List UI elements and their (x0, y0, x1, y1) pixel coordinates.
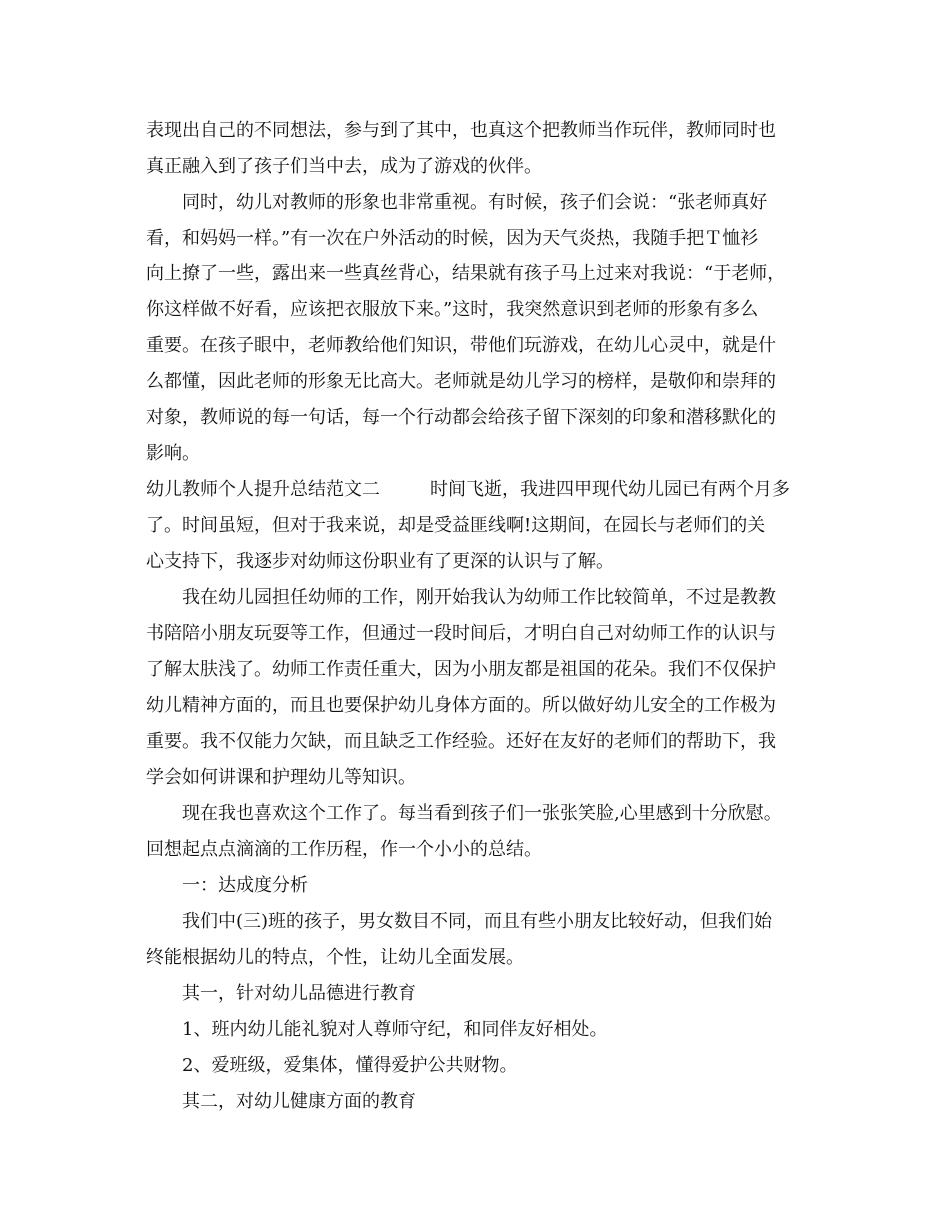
text-line: 幼儿精神方面的，而且也要保护幼儿身体方面的。所以做好幼儿安全的工作极为 (146, 695, 776, 716)
text-line: 书陪陪小朋友玩耍等工作，但通过一段时间后，才明白自己对幼师工作的认识与 (146, 623, 776, 644)
text-line: 同时，幼儿对教师的形象也非常重视。有时候，孩子们会说：“张老师真好 (182, 192, 768, 213)
text-line: 向上撩了一些，露出来一些真丝背心，结果就有孩子马上过来对我说：“于老师， (146, 263, 786, 284)
text-line: 现在我也喜欢这个工作了。每当看到孩子们一张张笑脸,心里感到十分欣慰。 (182, 803, 782, 824)
section-heading-line (146, 478, 790, 502)
text-line: 了解太肤浅了。幼师工作责任重大，因为小朋友都是祖国的花朵。我们不仅保护 (146, 659, 776, 680)
text-line: 重要。在孩子眼中，老师教给他们知识，带他们玩游戏，在幼儿心灵中，就是什 (146, 335, 776, 356)
text-line: 我在幼儿园担任幼师的工作，刚开始我认为幼师工作比较简单，不过是教教 (182, 587, 776, 608)
subheading-line: 一：达成度分析 (182, 875, 308, 896)
text-line: 对象，教师说的每一句话，每一个行动都会给孩子留下深刻的印象和潜移默化的 (146, 407, 776, 428)
text-line: 看，和妈妈一样。”有一次在户外活动的时候，因为天气炎热，我随手把Ｔ恤衫 (146, 228, 759, 249)
section-first-line: 时间飞逝，我进四甲现代幼儿园已有两个月多 (430, 479, 790, 500)
text-line: 表现出自己的不同想法，参与到了其中，也真这个把教师当作玩伴，教师同时也 (146, 120, 776, 141)
text-line: 回想起点点滴滴的工作历程，作一个小小的总结。 (146, 839, 542, 860)
list-item: 1、班内幼儿能礼貌对人尊师守纪，和同伴友好相处。 (182, 1019, 608, 1040)
text-line: 终能根据幼儿的特点，个性，让幼儿全面发展。 (146, 947, 524, 968)
text-line: 真正融入到了孩子们当中去，成为了游戏的伙伴。 (146, 156, 542, 177)
text-line: 重要。我不仅能力欠缺，而且缺乏工作经验。还好在友好的老师们的帮助下，我 (146, 731, 776, 752)
text-line: 影响。 (146, 443, 200, 464)
text-line: 了。时间虽短，但对于我来说，却是受益匪线啊!这期间，在园长与老师们的关 (146, 515, 766, 536)
list-item: 2、爱班级，爱集体，懂得爱护公共财物。 (182, 1055, 518, 1076)
text-line: 么都懂，因此老师的形象无比高大。老师就是幼儿学习的榜样，是敬仰和崇拜的 (146, 371, 776, 392)
text-line: 你这样做不好看，应该把衣服放下来。”这时，我突然意识到老师的形象有多么 (146, 299, 759, 320)
text-line: 学会如何讲课和护理幼儿等知识。 (146, 767, 416, 788)
subheading-line: 其一，针对幼儿品德进行教育 (182, 983, 416, 1004)
text-line: 心支持下，我逐步对幼师这份职业有了更深的认识与了解。 (146, 551, 614, 572)
text-line: 我们中(三)班的孩子，男女数目不同，而且有些小朋友比较好动，但我们始 (182, 911, 773, 932)
section-heading: 幼儿教师个人提升总结范文二 (146, 479, 380, 500)
subheading-line: 其二，对幼儿健康方面的教育 (182, 1091, 416, 1112)
